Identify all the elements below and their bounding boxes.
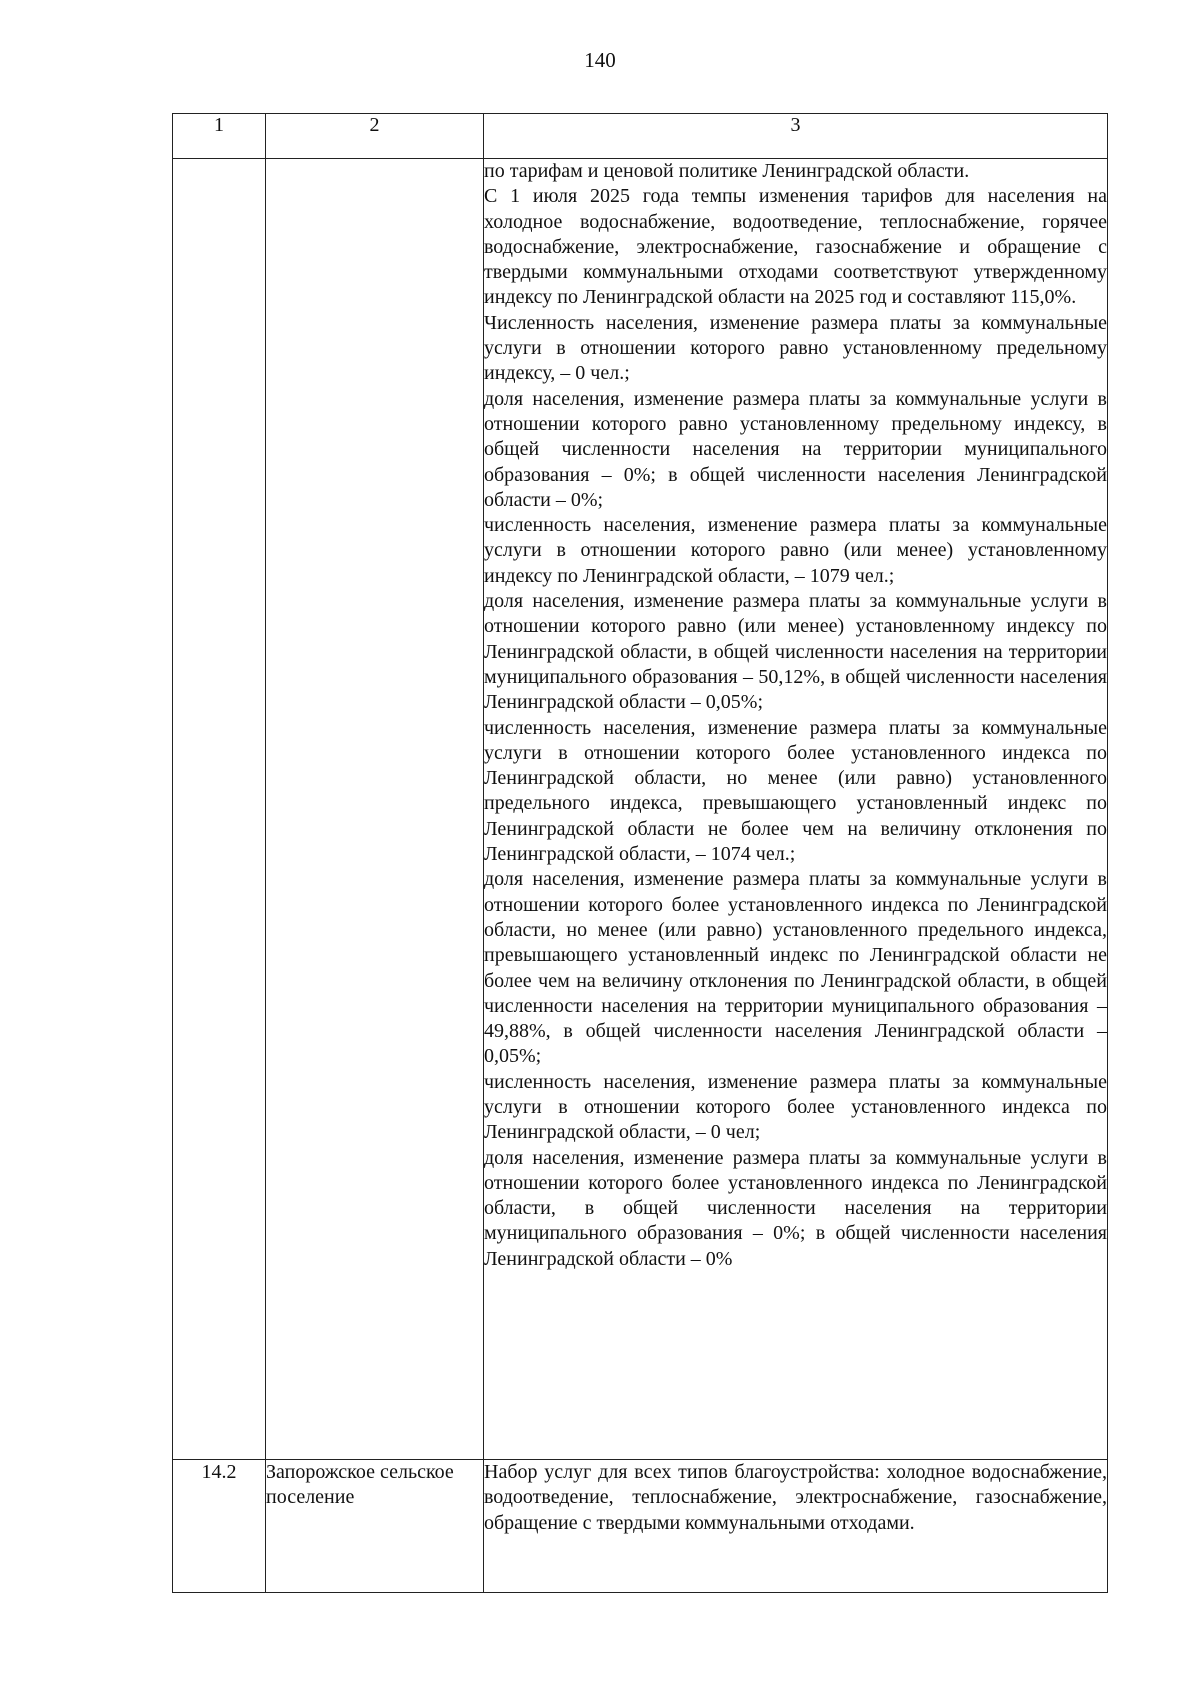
paragraph: доля населения, изменение размера платы за коммунальные услуги в отношении которого более установленного индекса по Ленинградской области, в общей численности населения на территории муниципального образования – 0%; в общей численности населения Ленинградской области – 0% <box>484 1146 1107 1270</box>
paragraph: численность населения, изменение размера платы за коммунальные услуги в отношении которого более установленного индекса по Ленинградской области, – 0 чел; <box>484 1070 1107 1144</box>
paragraph: доля населения, изменение размера платы за коммунальные услуги в отношении которого равно установленному предельному индексу, в общей численности населения на территории муниципального образования – 0%; в общей численности населения Ленинградской области – 0%; <box>484 387 1107 511</box>
settlement-name <box>266 159 484 1460</box>
page-number: 140 <box>584 48 616 72</box>
header-col-2: 2 <box>266 114 484 159</box>
paragraph: численность населения, изменение размера платы за коммунальные услуги в отношении которого более установленного индекса по Ленинградской области, но менее (или равно) установленного предельного индекса, превышающего установленный индекс по Ленинградской области не более чем на величину отклонения по Ленинградской области, – 1074 чел.; <box>484 716 1107 866</box>
description-cell <box>484 159 1108 1460</box>
paragraph: по тарифам и ценовой политике Ленинградской области. <box>484 160 970 182</box>
description-cell <box>484 1460 1108 1593</box>
header-col-1: 1 <box>173 114 266 159</box>
table-header-row <box>173 114 1108 159</box>
table-row <box>173 159 1108 1460</box>
settlement-name: Запорожское сельское поселение <box>266 1460 484 1593</box>
paragraph: доля населения, изменение размера платы за коммунальные услуги в отношении которого более установленного индекса по Ленинградской области, но менее (или равно) установленного предельного индекса, превышающего установленный индекс по Ленинградской области не более чем на величину отклонения по Ленинградской области, в общей численности населения на территории муниципального образования – 49,88%, в общей численности населения Ленинградской области – 0,05%; <box>484 868 1107 1068</box>
paragraph: численность населения, изменение размера платы за коммунальные услуги в отношении которого равно (или менее) установленному индексу по Ленинградской области, – 1079 чел.; <box>484 514 1107 587</box>
table-row <box>173 1460 1108 1593</box>
paragraph: С 1 июля 2025 года темпы изменения тарифов для населения на холодное водоснабжение, водоотведение, теплоснабжение, горячее водоснабжение, электроснабжение, газоснабжение и обращение с твердыми коммунальными отходами соответствуют утвержденному индексу по Ленинградской области на 2025 год и составляют 115,0%. <box>484 185 1107 309</box>
header-col-3: 3 <box>484 114 1108 159</box>
paragraph: Набор услуг для всех типов благоустройства: холодное водоснабжение, водоотведение, теплоснабжение, электроснабжение, газоснабжение, обращение с твердыми коммунальными отходами. <box>484 1461 1107 1534</box>
row-number: 14.2 <box>173 1460 266 1593</box>
paragraph: Численность населения, изменение размера платы за коммунальные услуги в отношении которого равно установленному предельному индексу, – 0 чел.; <box>484 311 1107 385</box>
services-table <box>172 113 1108 1593</box>
paragraph: доля населения, изменение размера платы за коммунальные услуги в отношении которого равно (или менее) установленному индексу по Ленинградской области, в общей численности населения на территории муниципального образования – 50,12%, в общей численности населения Ленинградской области – 0,05%; <box>484 590 1107 714</box>
row-number <box>173 159 266 1460</box>
